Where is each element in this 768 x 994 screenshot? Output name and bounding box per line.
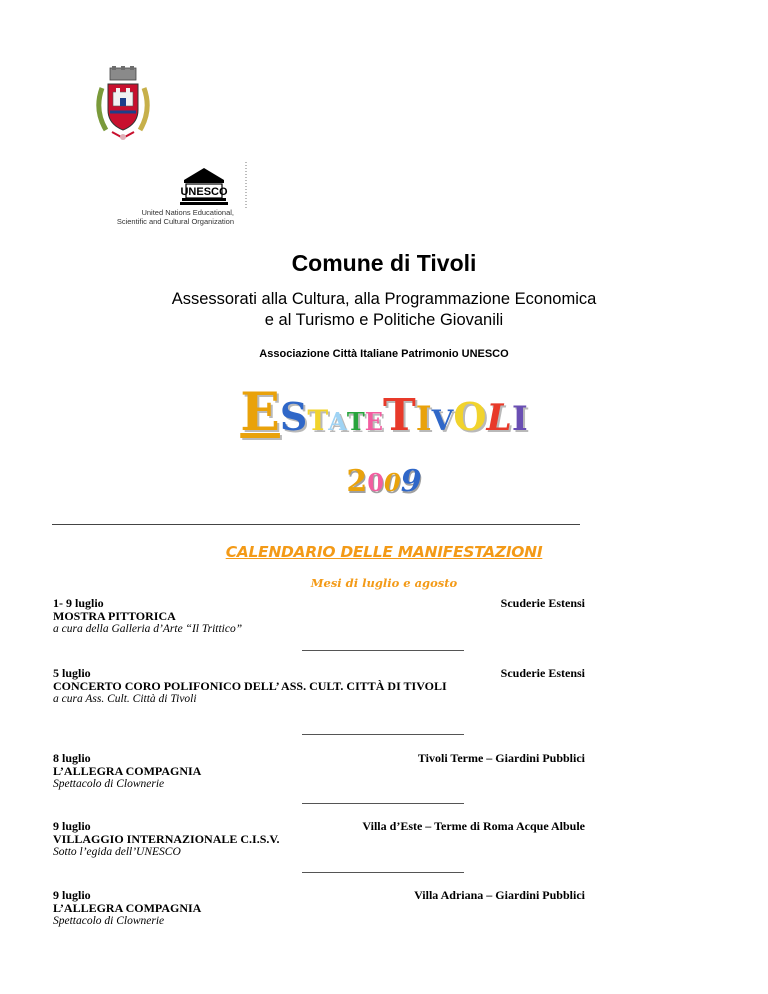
estate-tivoli-logo [0, 382, 768, 443]
fest-letter: I [415, 399, 432, 439]
fest-letter: T [307, 404, 329, 437]
event-separator [302, 803, 464, 804]
fest-letter: E [240, 382, 280, 443]
event-separator [302, 872, 464, 873]
event-place: Scuderie Estensi [500, 666, 585, 680]
coat-of-arms-logo [92, 66, 154, 144]
event-date: 1- 9 luglio [53, 596, 104, 610]
fest-letter: I [511, 399, 528, 439]
event-place: Scuderie Estensi [500, 596, 585, 610]
event-separator [302, 734, 464, 735]
event-place: Tivoli Terme – Giardini Pubblici [417, 751, 585, 765]
fest-letter: E [364, 407, 383, 436]
fest-letter: L [486, 397, 512, 439]
event-place: Villa d’Este – Terme di Roma Acque Albule [362, 819, 585, 833]
fest-letter: V [431, 404, 454, 437]
event-item [53, 752, 585, 791]
event-subtitle: a cura Ass. Cult. Città di Tivoli [53, 693, 197, 705]
unesco-caption-line2: Scientific and Cultural Organization [116, 217, 234, 226]
page-title: Comune di Tivoli [291, 250, 477, 276]
event-separator [302, 650, 464, 651]
event-date: 8 luglio [53, 751, 91, 765]
unesco-logo [84, 158, 250, 232]
year-digit: 0 [367, 468, 384, 497]
association-name: Associazione Città Italiane Patrimonio UNESCO [259, 348, 509, 360]
event-item [53, 597, 585, 636]
event-title: MOSTRA PITTORICA [53, 609, 176, 623]
event-place: Villa Adriana – Giardini Pubblici [414, 888, 585, 902]
event-subtitle: Sotto l’egida dell’UNESCO [53, 846, 181, 858]
subtitle-line1: Assessorati alla Cultura, alla Programmazione Economica [171, 290, 597, 308]
event-item [53, 820, 585, 859]
event-subtitle: Spettacolo di Clownerie [53, 915, 165, 927]
fest-letter: T [383, 390, 416, 441]
festival-year [0, 464, 768, 499]
event-date: 9 luglio [53, 888, 91, 902]
fest-letter: T [346, 407, 365, 436]
unesco-caption-line1: United Nations Educational, [141, 208, 234, 217]
year-digit: 2 [346, 464, 368, 499]
subtitle-line2: e al Turismo e Politiche Giovanili [264, 311, 504, 329]
year-digit: 9 [400, 464, 422, 499]
calendar-period: Mesi di luglio e agosto [310, 576, 458, 590]
unesco-mark-text: UNESCO [180, 186, 228, 198]
fest-letter: O [453, 394, 487, 439]
calendar-heading: CALENDARIO DELLE MANIFESTAZIONI [225, 543, 543, 561]
event-title: CONCERTO CORO POLIFONICO DELL’ ASS. CULT. CITTÀ DI TIVOLI [53, 679, 447, 693]
event-date: 5 luglio [53, 666, 91, 680]
event-item [53, 667, 585, 706]
event-subtitle: a cura della Galleria d’Arte “Il Trittico” [53, 623, 243, 635]
divider-rule [52, 524, 580, 525]
year-digit: 0 [384, 468, 401, 497]
event-title: L’ALLEGRA COMPAGNIA [53, 764, 202, 778]
event-item [53, 889, 585, 928]
fest-letter: S [279, 394, 308, 439]
event-title: VILLAGGIO INTERNAZIONALE C.I.S.V. [53, 832, 280, 846]
event-date: 9 luglio [53, 819, 91, 833]
event-subtitle: Spettacolo di Clownerie [53, 778, 165, 790]
event-title: L’ALLEGRA COMPAGNIA [53, 901, 202, 915]
fest-letter: A [328, 407, 347, 436]
